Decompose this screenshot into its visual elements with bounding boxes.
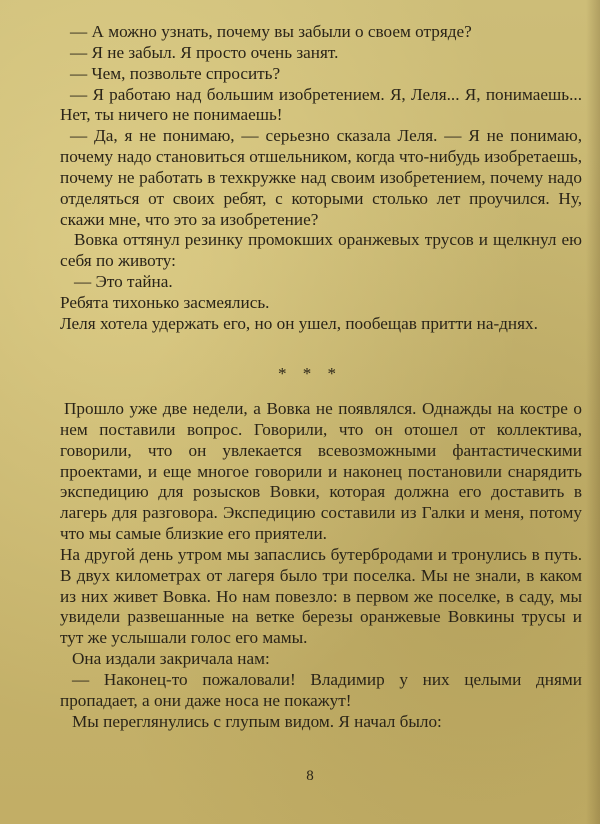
paragraph: — Это тайна. xyxy=(74,272,173,292)
bottom-text-section xyxy=(60,399,582,733)
page-number: 8 xyxy=(306,768,314,784)
paragraph: Мы переглянулись с глупым видом. Я начал было: xyxy=(72,711,442,731)
paragraph: Она издали закричала нам: xyxy=(72,649,270,669)
paragraph: Прошло уже две недели, а Вовка не появлялся. Однажды на костре о нем поставили вопрос. Говорили, что он отошел от коллектива, говорили, что он увлекается всевозможными фантастическими проектами, и еще многое говорили и наконец постановили снарядить экспедицию для розысков Вовки, которая должна его доставить в лагерь для разговора. Экспедицию составили из Галки и меня, потому что мы самые близкие его приятели. xyxy=(60,399,582,544)
top-text-section xyxy=(60,22,582,335)
paragraph: Ребята тихонько засмеялись. xyxy=(60,292,270,312)
paragraph: — Наконец-то пожаловали! Владимир у них целыми днями пропадает, а они даже носа не покажут! xyxy=(60,669,582,710)
paragraph: Вовка оттянул резинку промокших оранжевых трусов и щелкнул ею себя по животу: xyxy=(60,230,582,271)
paragraph: — Да, я не понимаю, — серьезно сказала Леля. — Я не понимаю, почему надо становиться отшельником, когда что-нибудь изобретаешь, почему не работать в техкружке над своим изобретением, почему надо отделяться от своих ребят, с которыми столько лет проучился. Ну, скажи мне, что это за изобретение? xyxy=(60,126,582,229)
paragraph: — Я работаю над большим изобретением. Я, Леля... Я, понимаешь... Нет, ты ничего не понимаешь! xyxy=(60,84,582,125)
page-edge-shadow xyxy=(586,0,600,824)
paragraph: — Чем, позвольте спросить? xyxy=(70,63,281,83)
paragraph: — Я не забыл. Я просто очень занят. xyxy=(70,42,339,62)
section-divider: * * * xyxy=(278,364,342,383)
paragraph: — А можно узнать, почему вы забыли о своем отряде? xyxy=(70,22,472,41)
paragraph: На другой день утром мы запаслись бутербродами и тронулись в путь. В двух километрах от лагеря было три поселка. Мы не знали, в каком из них живет Вовка. Но нам повезло: в первом же поселке, в саду, мы увидели развешанные на ветке березы оранжевые Вовкины трусы и тут же услышали голос его мамы. xyxy=(60,544,582,648)
paragraph: Леля хотела удержать его, но он ушел, пообещав притти на-днях. xyxy=(60,313,538,333)
